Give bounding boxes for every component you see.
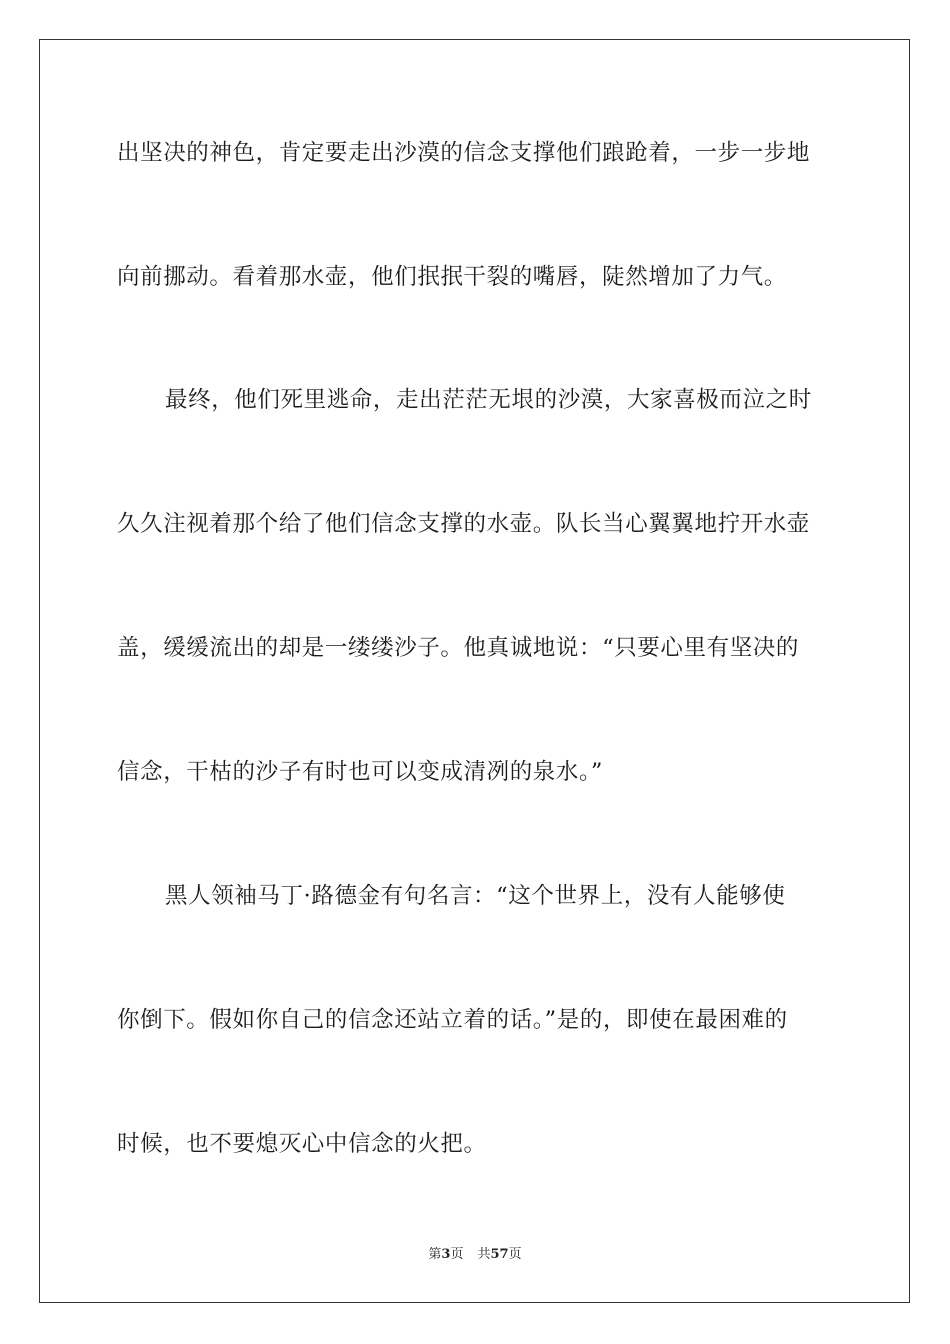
paragraph-2-line-2: 久久注视着那个给了他们信念支撑的水壶。队长当心翼翼地拧开水壶 [117,511,811,537]
total-prefix: 共 [477,1247,491,1262]
total-suffix: 页 [508,1247,522,1262]
paragraph-3-line-1: 黑人领袖马丁·路德金有句名言：“这个世界上，没有人能够使 [165,883,786,909]
page-number: 3 [441,1247,451,1262]
paragraph-2-line-4: 信念，干枯的沙子有时也可以变成清冽的泉水。” [117,759,603,785]
paragraph-1-line-2: 向前挪动。看着那水壶，他们抿抿干裂的嘴唇，陡然增加了力气。 [117,264,787,290]
paragraph-3-line-2: 你倒下。假如你自己的信念还站立着的话。”是的，即使在最困难的 [117,1007,788,1033]
page-prefix: 第 [428,1247,442,1262]
page-suffix: 页 [450,1247,464,1262]
total-pages: 57 [490,1247,509,1262]
paragraph-2-line-1: 最终，他们死里逃命，走出茫茫无垠的沙漠，大家喜极而泣之时 [165,387,812,413]
page-footer [0,1246,950,1264]
paragraph-3-line-3: 时候，也不要熄灭心中信念的火把。 [117,1131,487,1157]
paragraph-2-line-3: 盖，缓缓流出的却是一缕缕沙子。他真诚地说：“只要心里有坚决的 [117,635,800,661]
paragraph-1-line-1: 出坚决的神色，肯定要走出沙漠的信念支撑他们踉跄着，一步一步地 [117,140,811,166]
page-border [39,39,910,1303]
